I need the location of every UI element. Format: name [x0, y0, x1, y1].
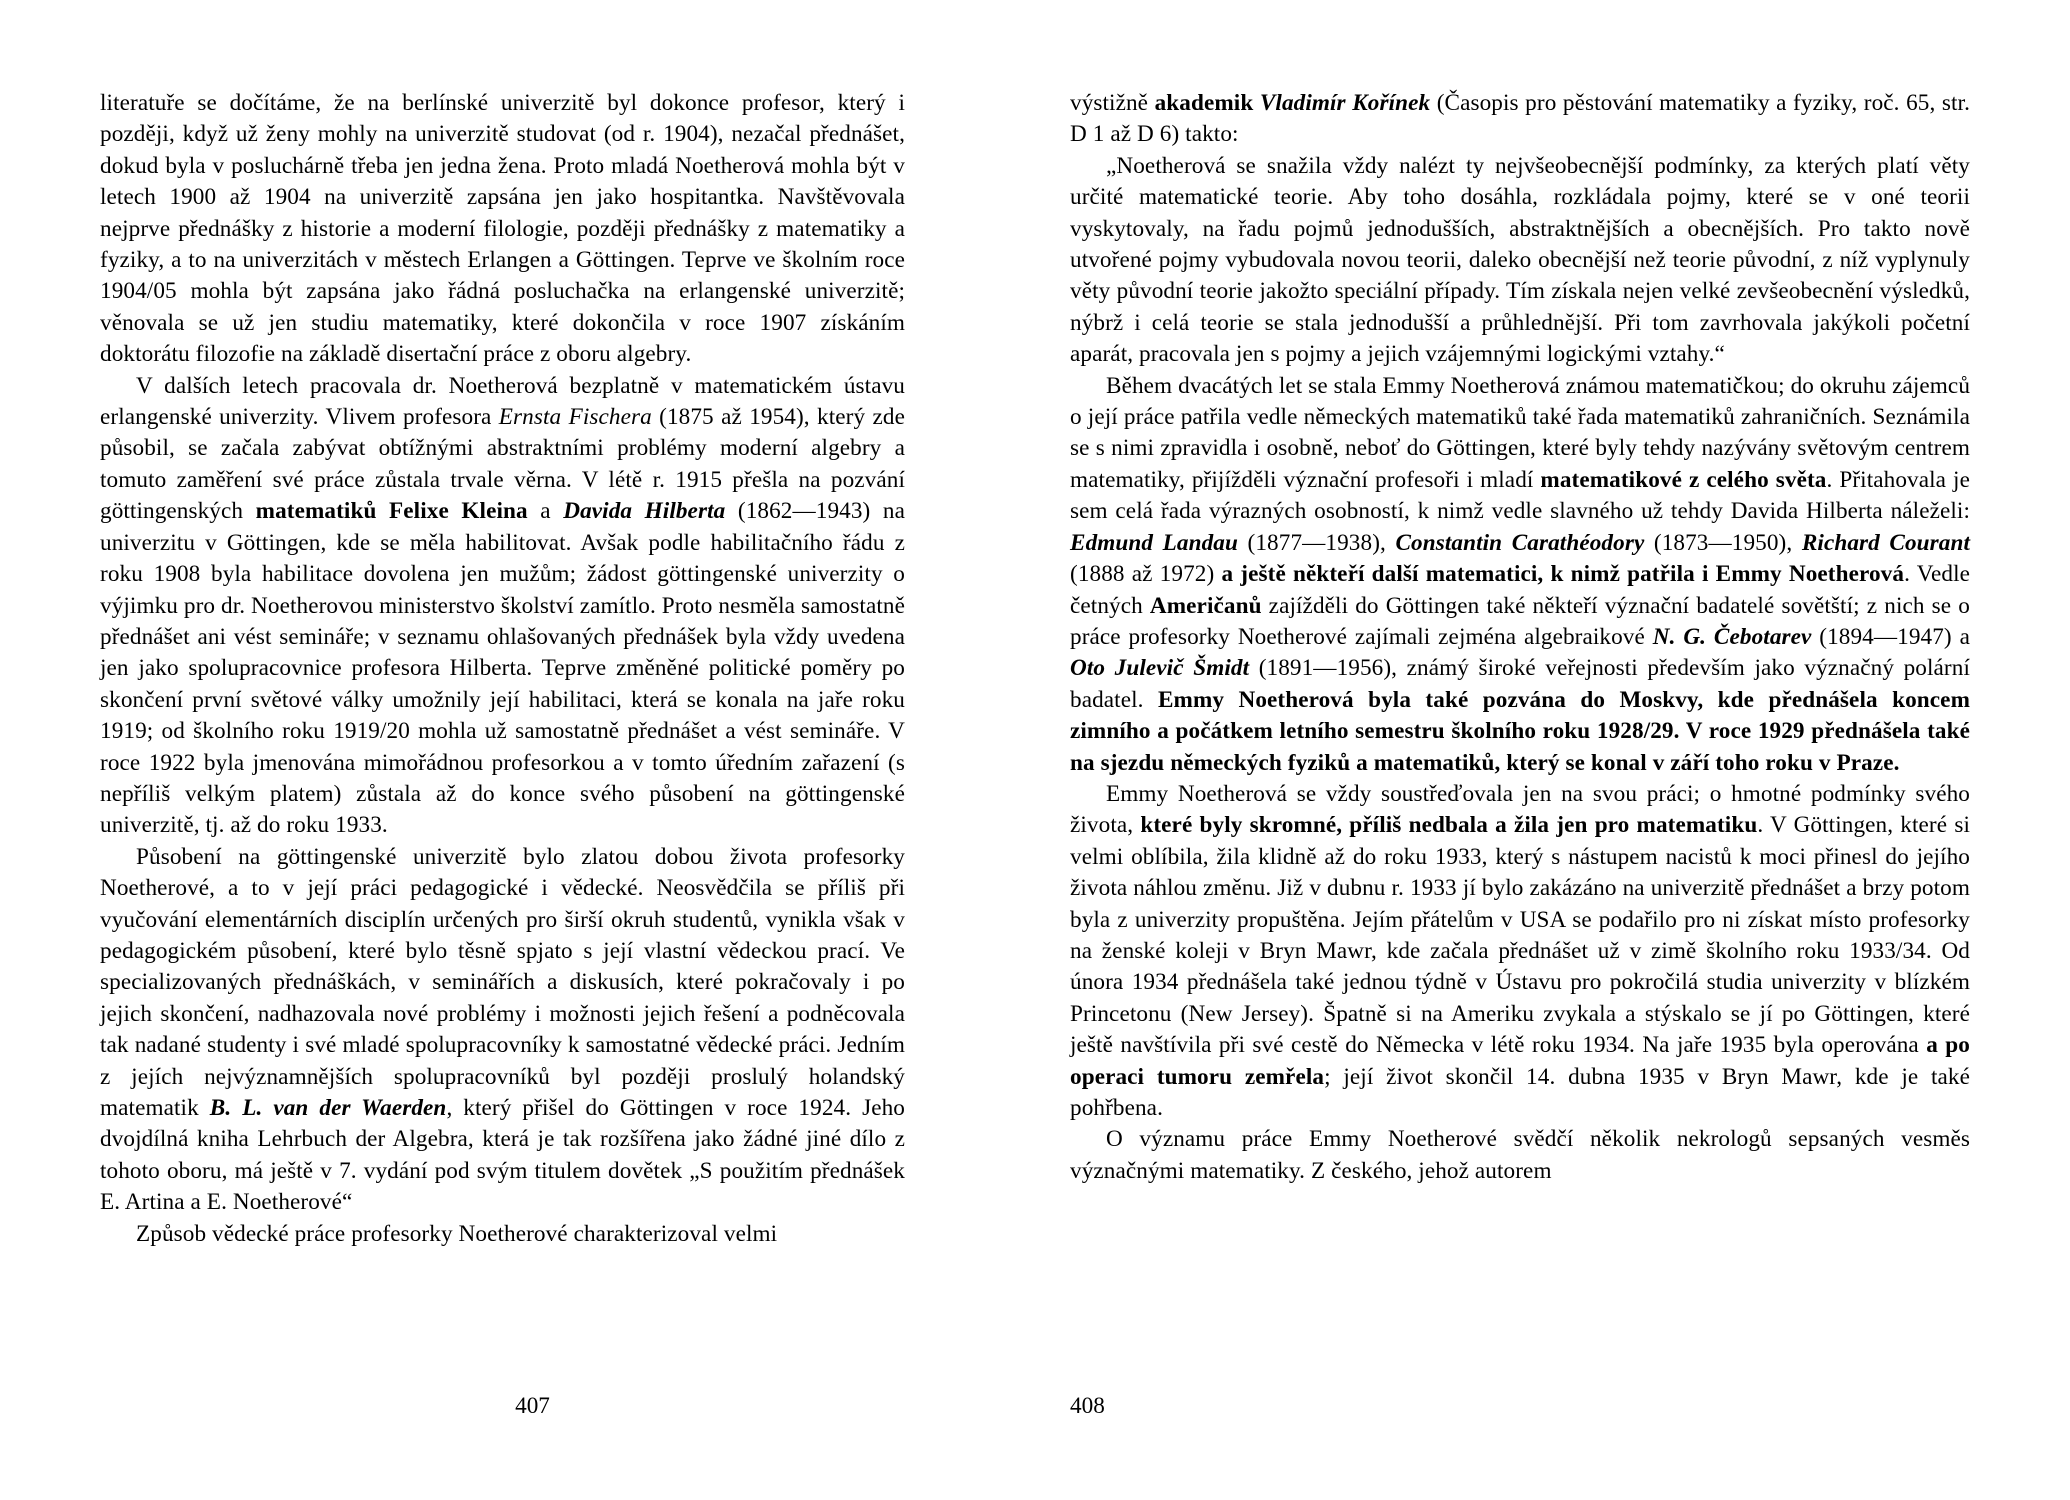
- text-run-bold-italic: Edmund Landau: [1070, 529, 1238, 556]
- text-run: ; její život skončil 14. dubna 1935 v Bryn Mawr, kde je také pohřbena.: [1070, 1063, 1970, 1121]
- text-run: výstižně: [1070, 90, 1155, 116]
- paragraph: [1070, 151, 1970, 371]
- text-run: „Noetherová se snažila vždy nalézt ty nejvšeobecnější podmínky, za kterých platí věty určité matematické teorie. Aby toho dosáhla, rozkládala pojmy, které se v oné teorii vyskytovaly, na řadu pojmů jednodušších, abstraktnějších a obecnějších. Pro takto nově utvořené pojmy vybudovala novou teorii, daleko obecnější než teorie původní, z níž vyplynuly věty původní teorie jakožto speciální případy. Tím získala nejen velké zevšeobecnění výsledků, nýbrž i celá teorie se stala jednodušší a průhlednější. Při tom zavrhovala jakýkoli početní aparát, pracovala jen s pojmy a jejich vzájemnými logickými vztahy.“: [1070, 152, 1970, 368]
- text-run-bold: matematikové z celého světa: [1540, 466, 1827, 493]
- text-run: Emmy Noetherová se vždy soustřeďovala jen na svou práci; o hmotné podmínky svého života,: [1070, 780, 1970, 839]
- paragraph: [100, 88, 905, 371]
- text-run-bold: Emmy Noetherová byla také pozvána do Moskvy, kde přednášela koncem zimního a počátkem letního semestru školního roku 1928/29. V roce 1929 přednášela také na sjezdu německých fyziků a matematiků, který se konal v září toho roku v Praze.: [1070, 686, 1970, 776]
- text-run: (1877—1938),: [1237, 529, 1396, 556]
- text-run-bold-italic: Richard Courant: [1801, 529, 1971, 556]
- text-run-bold-italic: N. G. Čebotarev: [1652, 623, 1812, 650]
- page-number-right: 408: [1070, 1392, 1105, 1419]
- text-run: (1862—1943) na univerzitu v Göttingen, kde se měla habilitovat. Avšak podle habilitačního řádu z roku 1908 byla habilitace dovolena jen mužům; žádost göttingenské univerzity o výjimku pro dr. Noetherovou ministerstvo školství zamítlo. Proto nesměla samostatně přednášet ani vést semináře; v seznamu ohlašovaných přednášek byla vždy uvedena jen jako spolupracovnice profesora Hilberta. Teprve změněné politické poměry po skončení první světové války umožnily její habilitaci, která se konala na jaře roku 1919; od školního roku 1919/20 mohla už samostatně přednášet a vést semináře. V roce 1922 byla jmenována mimořádnou profesorkou a v tomto úředním zařazení (s nepříliš velkým platem) zůstala až do konce svého působení na göttingenské univerzitě, tj. až do roku 1933.: [100, 498, 905, 839]
- paragraph: [100, 371, 905, 842]
- paragraph: [100, 1219, 905, 1250]
- text-run-bold-italic: Oto Julevič Šmidt: [1070, 655, 1250, 682]
- paragraph: [1070, 1124, 1970, 1187]
- page-right: [1035, 0, 2070, 1500]
- text-column-left: [100, 88, 905, 1250]
- text-run-bold-italic: Constantin Carathéodory: [1395, 529, 1645, 556]
- text-run: (1891—1956), známý široké veřejnosti především jako význačný polární badatel.: [1070, 655, 1970, 713]
- text-run: zajížděli do Göttingen také někteří význační badatelé sovětští; z nich se o práce profesorky Noetherové zajímali zejména algebraikové: [1070, 592, 1970, 650]
- text-run-bold-italic: B. L. van der Waerden: [209, 1095, 447, 1121]
- text-run-bold: které byly skromné, příliš nedbala a žila jen pro matematiku: [1140, 812, 1758, 839]
- text-run: . Přitahovala je sem celá řada výrazných osobností, k nimž vedle slavného už tehdy Davida Hilberta náleželi:: [1070, 466, 1970, 525]
- text-column-right: [1070, 88, 1970, 1187]
- text-run-italic: Ernsta Fischera: [498, 404, 652, 431]
- text-run: , který přišel do Göttingen v roce 1924. Jeho dvojdílná kniha Lehrbuch der Algebra, která je tak rozšířena jako žádné jiné dílo z tohoto oboru, má ještě v 7. vydání pod svým titulem dovětek „S použitím přednášek E. Artina a E. Noetherové“: [100, 1095, 905, 1216]
- text-run-bold: akademik: [1154, 90, 1254, 116]
- text-run-bold-italic: Davida Hilberta: [563, 498, 726, 525]
- text-run-bold: a ještě někteří další matematici, k nimž patřila i Emmy Noetherová: [1221, 561, 1905, 588]
- text-run: (1875 až 1954), který zde působil, se začala zabývat obtížnými abstraktními problémy moderní algebry a tomuto zaměření své práce zůstala trvale věrna. V létě r. 1915 přešla na pozvání göttingenských: [100, 404, 906, 525]
- text-run-bold: a po operaci tumoru zemřela: [1070, 1032, 1970, 1090]
- text-run: a: [527, 498, 564, 525]
- text-run-bold-italic: Vladimír Kořínek: [1259, 90, 1431, 116]
- text-run: (1894—1947) a: [1811, 623, 1970, 650]
- paragraph: [100, 842, 905, 1219]
- text-run-bold: matematiků: [255, 498, 377, 525]
- text-run: (Časopis pro pěstování matematiky a fyziky, roč. 65, str. D 1 až D 6) takto:: [1070, 90, 1970, 148]
- text-run: . Vedle četných: [1070, 561, 1970, 619]
- text-run: (1873—1950),: [1644, 529, 1802, 556]
- text-run: literatuře se dočítáme, že na berlínské univerzitě byl dokonce profesor, který i později, když už ženy mohly na univerzitě studovat (od r. 1904), nezačal přednášet, dokud byla v posluchárně třeba jen jedna žena. Proto mladá Noetherová mohla být v letech 1900 až 1904 na univerzitě zapsána jen jako hospitantka. Navštěvovala nejprve přednášky z historie a moderní filologie, později přednášky z matematiky a fyziky, a to na univerzitách v městech Erlangen a Göttingen. Teprve ve školním roce 1904/05 mohla být zapsána jako řádná posluchačka na erlangenské univerzitě; věnovala se už jen studiu matematiky, které dokončila v roce 1907 získáním doktorátu filozofie na základě disertační práce z oboru algebry.: [100, 90, 905, 368]
- text-run: Způsob vědecké práce profesorky Noetherové charakterizoval velmi: [136, 1220, 778, 1247]
- text-run: Působení na göttingenské univerzitě bylo zlatou dobou života profesorky Noetherové, a to v její práci pedagogické i vědecké. Neosvědčila se příliš při vyučování elementárních disciplín určených pro širší okruh studentů, vynikla však v pedagogickém působení, které bylo těsně spjato s její vlastní vědeckou prací. Ve specializovaných přednáškách, v seminářích a diskusích, které pokračovaly i po jejich skončení, nadhazovala nové problémy i možnosti jejich řešení a podněcovala tak nadané studenty i své mladé spolupracovníky k samostatné vědecké práci. Jedním z jejích nejvýznamnějších spolupracovníků byl později proslulý holandský matematik: [100, 843, 905, 1121]
- page-number-left: 407: [515, 1392, 550, 1419]
- paragraph: [1070, 779, 1970, 1124]
- text-run: [376, 498, 389, 524]
- text-run-bold: Američanů: [1149, 592, 1262, 619]
- paragraph: [1070, 371, 1970, 779]
- text-run: Během dvacátých let se stala Emmy Noetherová známou matematičkou; do okruhu zájemců o její práce patřila vedle německých matematiků také řada matematiků zahraničních. Seznámila se s nimi zpravidla i osobně, neboť do Göttingen, které byly tehdy nazývány světovým centrem matematiky, přijížděli význační profesoři i mladí: [1070, 372, 1971, 493]
- text-run: . V Göttingen, které si velmi oblíbila, žila klidně až do roku 1933, který s nástupem nacistů k moci přinesl do jejího života náhlou změnu. Již v dubnu r. 1933 jí bylo zakázáno na univerzitě přednášet a brzy potom byla z univerzity propuštěna. Jejím přátelům v USA se podařilo pro ni získat místo profesorky na ženské koleji v Bryn Mawr, kde začala přednášet už v zimě školního roku 1933/34. Od února 1934 přednášela také jednou týdně v Ústavu pro pokročilá studia univerzity v blízkém Princetonu (New Jersey). Špatně si na Ameriku zvykala a stýskalo se jí po Göttingen, které ještě navštívila při své cestě do Německa v létě roku 1934. Na jaře 1935 byla operována: [1070, 812, 1970, 1059]
- paragraph: [1070, 88, 1970, 151]
- text-run: V dalších letech pracovala dr. Noetherová bezplatně v matematickém ústavu erlangenské univerzity. Vlivem profesora: [100, 372, 905, 431]
- text-run: (1888 až 1972): [1070, 561, 1222, 588]
- text-run: O významu práce Emmy Noetherové svědčí několik nekrologů sepsaných vesměs význačnými matematiky. Z českého, jehož autorem: [1070, 1126, 1970, 1184]
- text-run-bold: Felixe Kleina: [389, 498, 528, 525]
